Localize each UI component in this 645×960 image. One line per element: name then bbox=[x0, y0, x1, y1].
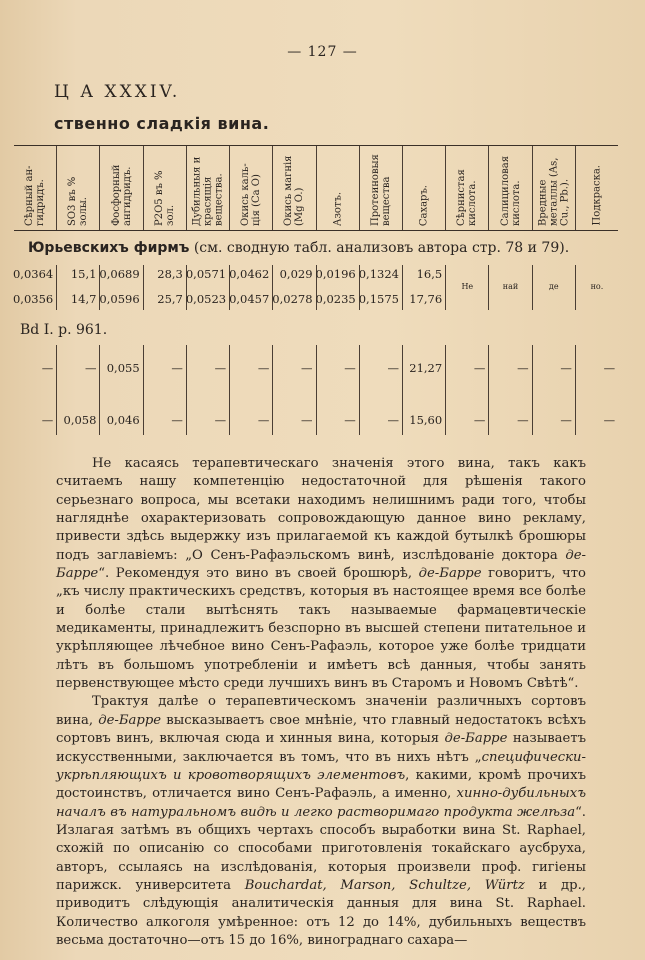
section-firm-caption bbox=[28, 240, 569, 256]
table-cell bbox=[99, 265, 142, 310]
cell-value: 0,0364 bbox=[12, 267, 54, 281]
text-run: Трактуя далѣе о терапевтическомъ значеніи различныхъ сортовъ вина, bbox=[56, 694, 586, 728]
italic-run: Bouchardat, Marson, Schultze, Würtz bbox=[244, 877, 525, 893]
column-header-label: Сахаръ. bbox=[418, 184, 430, 226]
column-header bbox=[402, 146, 445, 230]
cell-value: — bbox=[517, 413, 529, 427]
cell-value: — bbox=[84, 361, 97, 375]
cell-value: — bbox=[387, 413, 399, 427]
table-cell bbox=[272, 345, 315, 435]
column-header bbox=[56, 146, 99, 230]
column-header bbox=[575, 146, 618, 230]
text-run: , какими, кромѣ прочихъ достоинствъ, отличается вино Сенъ-Рафаэль, а именно, bbox=[56, 767, 586, 802]
column-header bbox=[316, 146, 359, 230]
column-header-label: Сѣрный ан-гидридъ. bbox=[24, 165, 47, 226]
cell-value: 0,0457 bbox=[229, 292, 270, 306]
column-header bbox=[99, 146, 142, 230]
column-header bbox=[229, 146, 272, 230]
column-header-label: Окись каль-ція (Ca O) bbox=[240, 163, 263, 226]
cell-value: 28,3 bbox=[157, 267, 183, 281]
column-header-label: Окись магнія (Mg O.) bbox=[283, 155, 306, 226]
table-cell bbox=[14, 345, 56, 435]
cell-value: 14,7 bbox=[70, 292, 97, 306]
italic-run: хинно-дубильныхъ началъ въ натуральномъ видѣ и легко растворимаго продукта желѣза bbox=[56, 786, 586, 820]
table-cell bbox=[14, 265, 56, 310]
cell-value: 0,0523 bbox=[185, 292, 227, 306]
table-cell bbox=[359, 265, 402, 310]
table-section-1 bbox=[14, 265, 618, 310]
cell-value: 0,0571 bbox=[185, 267, 227, 281]
table-cell bbox=[143, 345, 186, 435]
cell-value: 17,76 bbox=[409, 292, 443, 306]
cell-value: — bbox=[560, 361, 572, 375]
column-header-label: Дубильныя и красящія вещества. bbox=[191, 156, 225, 226]
column-header-label: P2O5 въ % зол. bbox=[153, 170, 176, 226]
italic-run: де-Барре bbox=[98, 712, 162, 728]
cell-value: най bbox=[502, 282, 519, 291]
cell-value: — bbox=[560, 413, 572, 427]
table-cell bbox=[272, 265, 315, 310]
table-cell bbox=[445, 345, 488, 435]
firm-note: (см. сводную табл. анализовъ автора стр. 78 и 79). bbox=[189, 240, 570, 256]
text-run: и др., приводитъ слѣдующія аналитическія данныя для вина St. Raphael. Количество алкоголя умѣренное: отъ 12 до 14%, дубильныхъ веществъ весьма достаточно—отъ 15 до 16%, винограднаго сахара— bbox=[56, 877, 586, 948]
table-cell bbox=[316, 345, 359, 435]
table-heading: Ц А XXXIV. bbox=[54, 82, 181, 102]
cell-value: — bbox=[301, 361, 313, 375]
cell-value: — bbox=[517, 361, 529, 375]
cell-value: — bbox=[603, 413, 616, 427]
table-cell bbox=[229, 345, 272, 435]
cell-value: де bbox=[548, 282, 559, 291]
table-cell bbox=[488, 265, 531, 310]
cell-value: — bbox=[473, 413, 486, 427]
table-cell bbox=[575, 265, 618, 310]
cell-value: 0,0196 bbox=[315, 267, 356, 281]
text-run: “. Рекомендуя это вино въ своей брошюрѣ, bbox=[98, 566, 419, 582]
cell-value: 0,0596 bbox=[99, 292, 140, 306]
cell-value: 0,1324 bbox=[358, 267, 399, 281]
cell-value: — bbox=[171, 361, 183, 375]
table-cell bbox=[532, 345, 575, 435]
table-section-2 bbox=[14, 345, 618, 435]
cell-value: — bbox=[344, 413, 356, 427]
column-header bbox=[14, 146, 56, 230]
table-cell bbox=[402, 345, 445, 435]
cell-value: 0,0235 bbox=[315, 292, 356, 306]
column-header bbox=[445, 146, 488, 230]
cell-value: 16,5 bbox=[416, 267, 443, 281]
table-cell bbox=[143, 265, 186, 310]
column-header bbox=[143, 146, 186, 230]
table-title: ственно сладкія вина. bbox=[54, 114, 270, 133]
column-header bbox=[272, 146, 315, 230]
table-cell bbox=[56, 345, 99, 435]
italic-run: специфически-укрѣпляющихъ и кровотворящихъ элементовъ bbox=[56, 749, 586, 783]
column-header-label: Подкраска. bbox=[591, 165, 603, 226]
cell-value: 0,0689 bbox=[99, 267, 140, 281]
column-header-label: Азотъ. bbox=[332, 191, 344, 226]
table-cell bbox=[575, 345, 618, 435]
cell-value: 0,058 bbox=[63, 413, 97, 427]
column-header bbox=[359, 146, 402, 230]
text-run: говоритъ, что „къ числу практическихъ средствъ, которыя въ настоящее время все болѣе и болѣе стали вытѣснять такъ называемые фармацевтическіе медикаменты, принадлежитъ безспорно въ высшей степени питательное и укрѣпляющее лѣчебное вино Сенъ-Рафаэль, которое уже болѣе тридцати лѣтъ въ большомъ употребленіи и имѣетъ всѣ данныя, чтобы занять первенствующее мѣсто среди лучшихъ винъ въ Старомъ и Новомъ Свѣтѣ“. bbox=[56, 566, 586, 692]
cell-value: — bbox=[257, 361, 270, 375]
table-cell bbox=[488, 345, 531, 435]
column-header-label: Салициловая кислота. bbox=[499, 156, 522, 226]
cell-value: 25,7 bbox=[157, 292, 183, 306]
italic-run: де-Барре bbox=[56, 547, 586, 582]
page-number: — 127 — bbox=[287, 44, 358, 60]
table-cell bbox=[316, 265, 359, 310]
body-text bbox=[56, 455, 586, 950]
cell-value: 0,046 bbox=[106, 413, 140, 427]
cell-value: — bbox=[257, 413, 270, 427]
cell-value: 0,0278 bbox=[272, 292, 313, 306]
cell-value: 21,27 bbox=[409, 361, 443, 375]
table-cell bbox=[532, 265, 575, 310]
column-header bbox=[488, 146, 531, 230]
firm-name: Юрьевскихъ фирмъ bbox=[28, 240, 190, 256]
column-header-label: Фосфорный ангидридъ. bbox=[110, 164, 133, 226]
cell-value: 0,055 bbox=[106, 361, 140, 375]
table-cell bbox=[445, 265, 488, 310]
table-cell bbox=[229, 265, 272, 310]
column-header-label: Сѣрнистая кислота. bbox=[456, 169, 479, 226]
cell-value: — bbox=[171, 413, 183, 427]
cell-value: 0,0462 bbox=[229, 267, 270, 281]
table-cell bbox=[402, 265, 445, 310]
column-header-label: SO3 въ % золы. bbox=[67, 176, 90, 226]
italic-run: де-Барре bbox=[418, 566, 482, 582]
column-header-label: Вредные металлы (As, Cu., Pb.). bbox=[537, 157, 571, 226]
section-source-label: Bd I. p. 961. bbox=[20, 322, 108, 338]
cell-value: 0,0356 bbox=[12, 292, 54, 306]
column-header bbox=[532, 146, 575, 230]
cell-value: — bbox=[473, 361, 486, 375]
cell-value: — bbox=[344, 361, 356, 375]
paragraph-2 bbox=[56, 693, 586, 950]
text-run: называетъ искусственными, заключается въ томъ, что въ нихъ нѣтъ „ bbox=[56, 731, 587, 765]
cell-value: — bbox=[301, 413, 313, 427]
cell-value: 0,029 bbox=[279, 267, 313, 281]
table-cell bbox=[186, 345, 229, 435]
cell-value: Не bbox=[461, 282, 474, 291]
cell-value: — bbox=[214, 361, 227, 375]
paragraph-1 bbox=[56, 455, 586, 693]
cell-value: 15,60 bbox=[409, 413, 443, 427]
text-run: высказываетъ свое мнѣніе, что главный недостатокъ всѣхъ сортовъ винъ, включая сюда и хинныя вина, которыя bbox=[56, 712, 586, 747]
cell-value: но. bbox=[590, 282, 604, 291]
table-cell bbox=[186, 265, 229, 310]
table-cell bbox=[99, 345, 142, 435]
text-run: “. Излагая затѣмъ въ общихъ чертахъ способъ выработки вина St. Raphael, схожій по описанію со способами приготовленія токайскаго аусбруха, авторъ, ссылаясь на изслѣдованія, которыя произвели проф. гигіены парижск. университета bbox=[56, 804, 586, 893]
table-cell bbox=[359, 345, 402, 435]
column-header bbox=[186, 146, 229, 230]
cell-value: — bbox=[41, 361, 54, 375]
cell-value: 15,1 bbox=[70, 267, 97, 281]
cell-value: 0,1575 bbox=[358, 292, 399, 306]
table-header bbox=[14, 145, 618, 231]
cell-value: — bbox=[603, 361, 616, 375]
italic-run: де-Барре bbox=[444, 731, 508, 747]
table-cell bbox=[56, 265, 99, 310]
text-run: Не касаясь терапевтическаго значенія этого вина, такъ какъ считаемъ нашу компетенцію недостаточной для рѣшенія такого серьезнаго вопроса, мы всетаки находимъ нелишнимъ ради того, чтобы нагляднѣе охарактеризовать сопровождающую данное вино рекламу, привести здѣсь выдержку изъ прилагаемой къ каждой бутылкѣ брошюры подъ заглавіемъ: „О Сенъ-Рафаэльскомъ винѣ, изслѣдованіе доктора bbox=[56, 456, 586, 563]
column-header-label: Протеиновыя вещества bbox=[369, 154, 392, 226]
cell-value: — bbox=[387, 361, 399, 375]
cell-value: — bbox=[41, 413, 54, 427]
cell-value: — bbox=[214, 413, 227, 427]
